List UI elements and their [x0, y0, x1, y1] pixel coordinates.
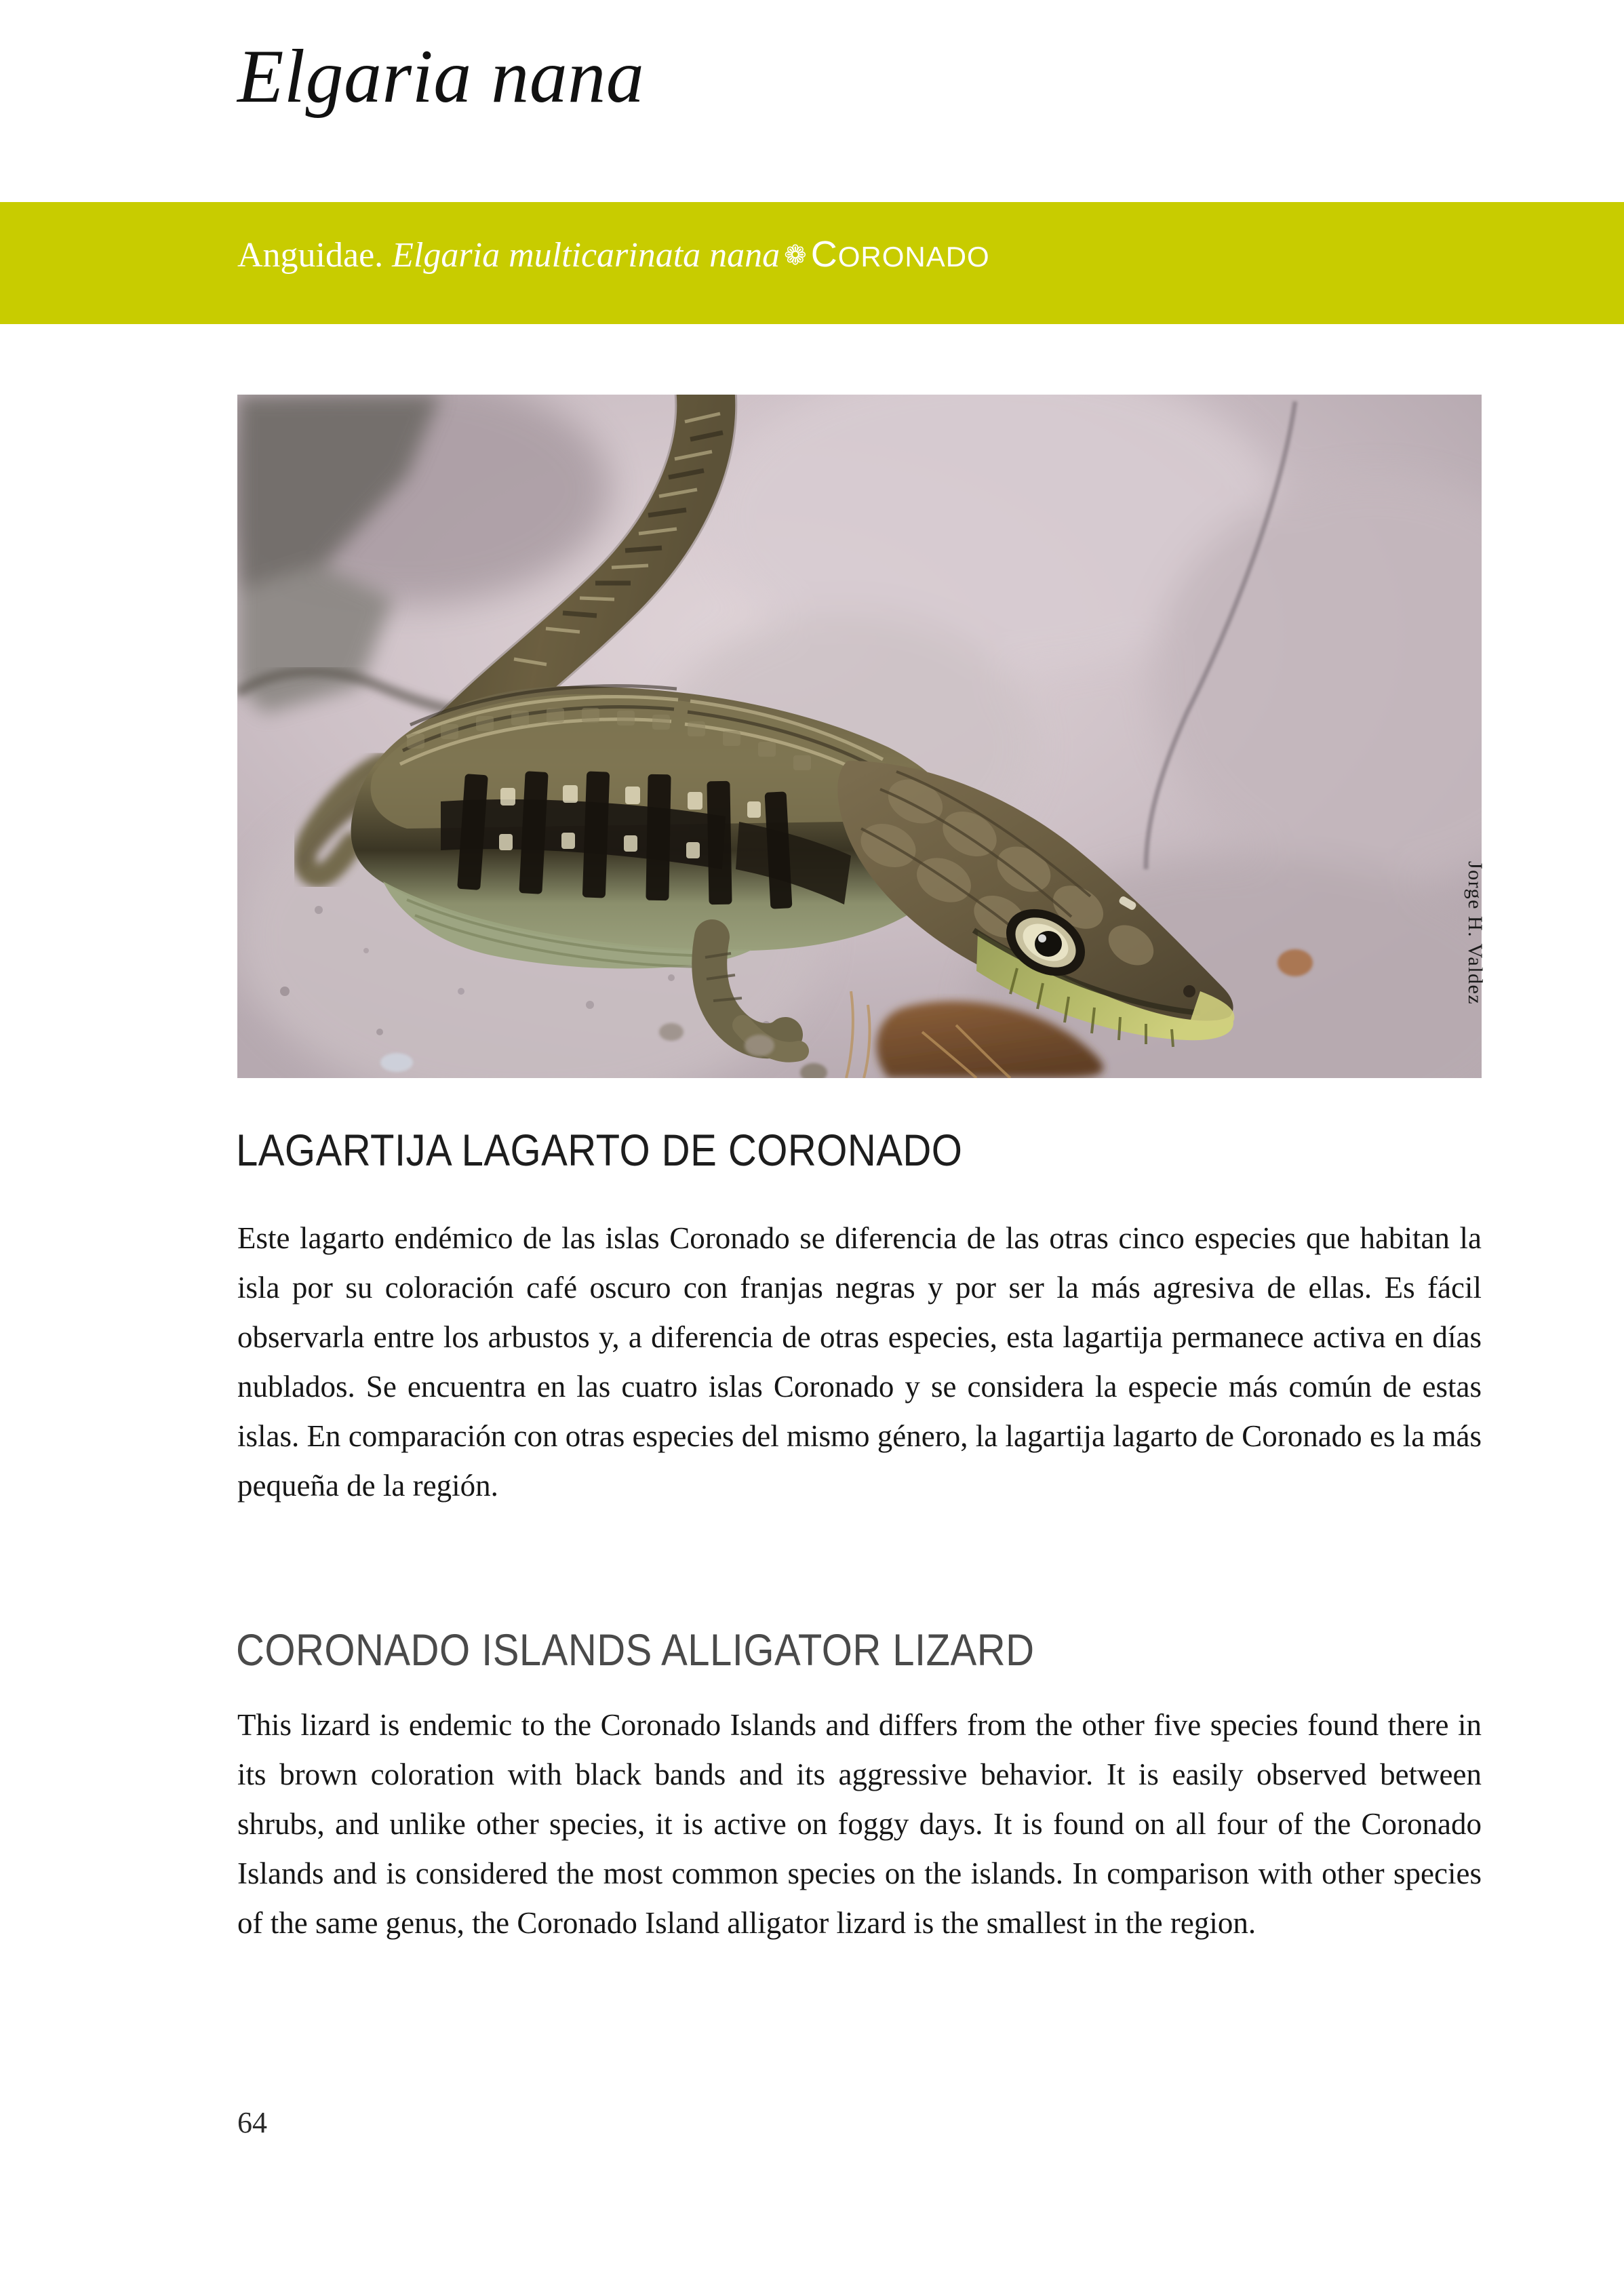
taxonomy-region-initial: C	[810, 234, 838, 275]
photo-credit: Jorge H. Valdez	[1464, 861, 1486, 1006]
lizard-photo-illustration	[237, 395, 1482, 1078]
spanish-section-body: Este lagarto endémico de las islas Coronado se diferencia de las otras cinco especies que habitan la isla por su coloración café oscuro con franjas negras y por ser la más agresiva de ellas. Es fácil observarla entre los arbustos y, a diferencia de otras especies, esta lagartija permanece activa en días nublados. Se encuentra en las cuatro islas Coronado y se considera la especie más común de estas islas. En comparación con otras especies del mismo género, la lagartija lagarto de Coronado es la más pequeña de la región.	[237, 1221, 1482, 1503]
species-photo-image	[237, 395, 1482, 1078]
english-section-body: This lizard is endemic to the Coronado Islands and differs from the other five species found there in its brown coloration with black bands and its aggressive behavior. It is easily observed between shrubs, and unlike other species, it is active on foggy days. It is found on all four of the Coronado Islands and is considered the most common species on the islands. In comparison with other species of the same genus, the Coronado Island alligator lizard is the smallest in the region.	[237, 1708, 1482, 1940]
spanish-section-heading: LAGARTIJA LAGARTO DE CORONADO	[236, 1125, 963, 1175]
taxonomy-region	[810, 234, 990, 275]
species-photo	[237, 395, 1482, 1078]
taxonomy-region-rest: ORONADO	[837, 241, 990, 273]
english-section-heading: CORONADO ISLANDS ALLIGATOR LIZARD	[236, 1625, 1035, 1675]
floral-ornament-icon: ❁	[784, 240, 807, 271]
page-number: 64	[237, 2106, 267, 2139]
taxonomy-family: Anguidae.	[237, 236, 384, 275]
taxonomy-banner	[0, 202, 1624, 324]
page-title: Elgaria nana	[237, 35, 645, 119]
taxonomy-species: Elgaria multicarinata nana	[392, 236, 780, 275]
taxonomy-banner-text	[237, 236, 990, 273]
